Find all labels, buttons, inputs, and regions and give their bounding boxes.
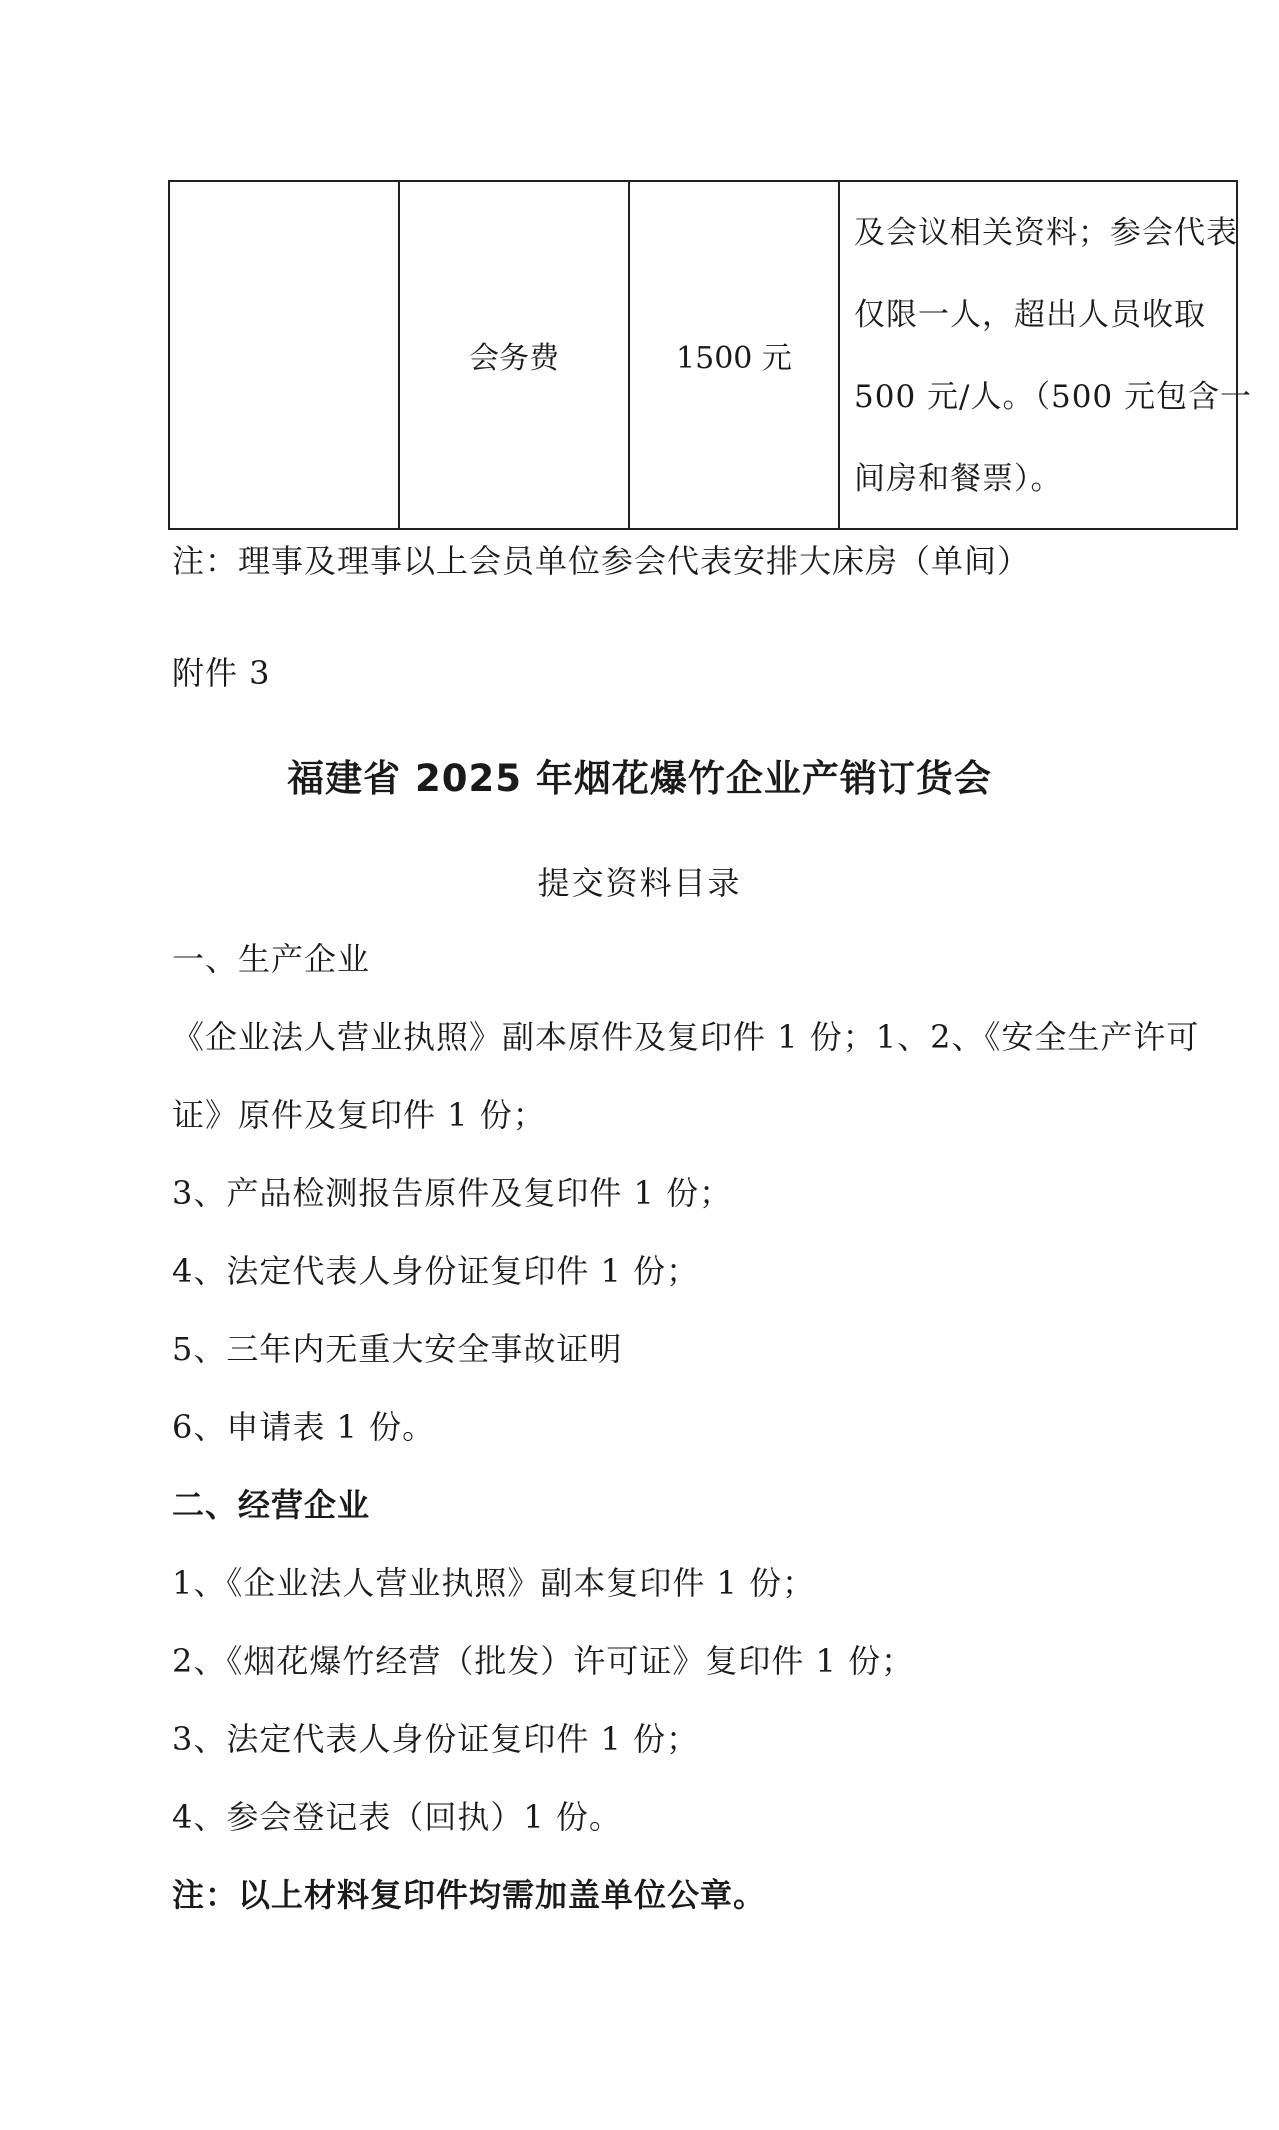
section-heading-production: 一、生产企业 <box>172 940 371 978</box>
page-subtitle: 提交资料目录 <box>537 864 742 902</box>
table-row <box>169 181 1237 529</box>
section-heading-distribution: 二、经营企业 <box>172 1486 371 1524</box>
list-item: 4、法定代表人身份证复印件 1 份； <box>172 1252 700 1290</box>
list-item: 4、参会登记表（回执）1 份。 <box>172 1798 622 1836</box>
list-item: 5、三年内无重大安全事故证明 <box>172 1330 623 1368</box>
list-item: 3、产品检测报告原件及复印件 1 份； <box>172 1174 733 1212</box>
table-note: 注：理事及理事以上会员单位参会代表安排大床房（单间） <box>172 542 1031 580</box>
note-line: 500 元/人。（500 元包含一 <box>854 379 1252 415</box>
fee-table <box>168 180 1252 530</box>
table-cell-category <box>169 181 399 529</box>
list-item: 3、法定代表人身份证复印件 1 份； <box>172 1720 700 1758</box>
footer-note: 注：以上材料复印件均需加盖单位公章。 <box>172 1876 767 1914</box>
list-item: 6、申请表 1 份。 <box>172 1408 436 1446</box>
note-line: 及会议相关资料；参会代表 <box>854 215 1238 251</box>
note-line: 间房和餐票）。 <box>854 461 1063 497</box>
table-cell-amount: 1500 元 <box>629 181 839 529</box>
list-item: 证》原件及复印件 1 份； <box>172 1096 546 1134</box>
note-line: 仅限一人，超出人员收取 <box>854 297 1206 333</box>
page-title: 福建省 2025 年烟花爆竹企业产销订货会 <box>287 757 992 800</box>
attachment-label: 附件 3 <box>172 654 271 692</box>
list-item: 《企业法人营业执照》副本原件及复印件 1 份；1、2、《安全生产许可 <box>172 1018 1200 1056</box>
list-item: 1、《企业法人营业执照》副本复印件 1 份； <box>172 1564 816 1602</box>
table-cell-note <box>839 181 1252 529</box>
table-cell-item: 会务费 <box>399 181 629 529</box>
list-item: 2、《烟花爆竹经营（批发）许可证》复印件 1 份； <box>172 1642 915 1680</box>
